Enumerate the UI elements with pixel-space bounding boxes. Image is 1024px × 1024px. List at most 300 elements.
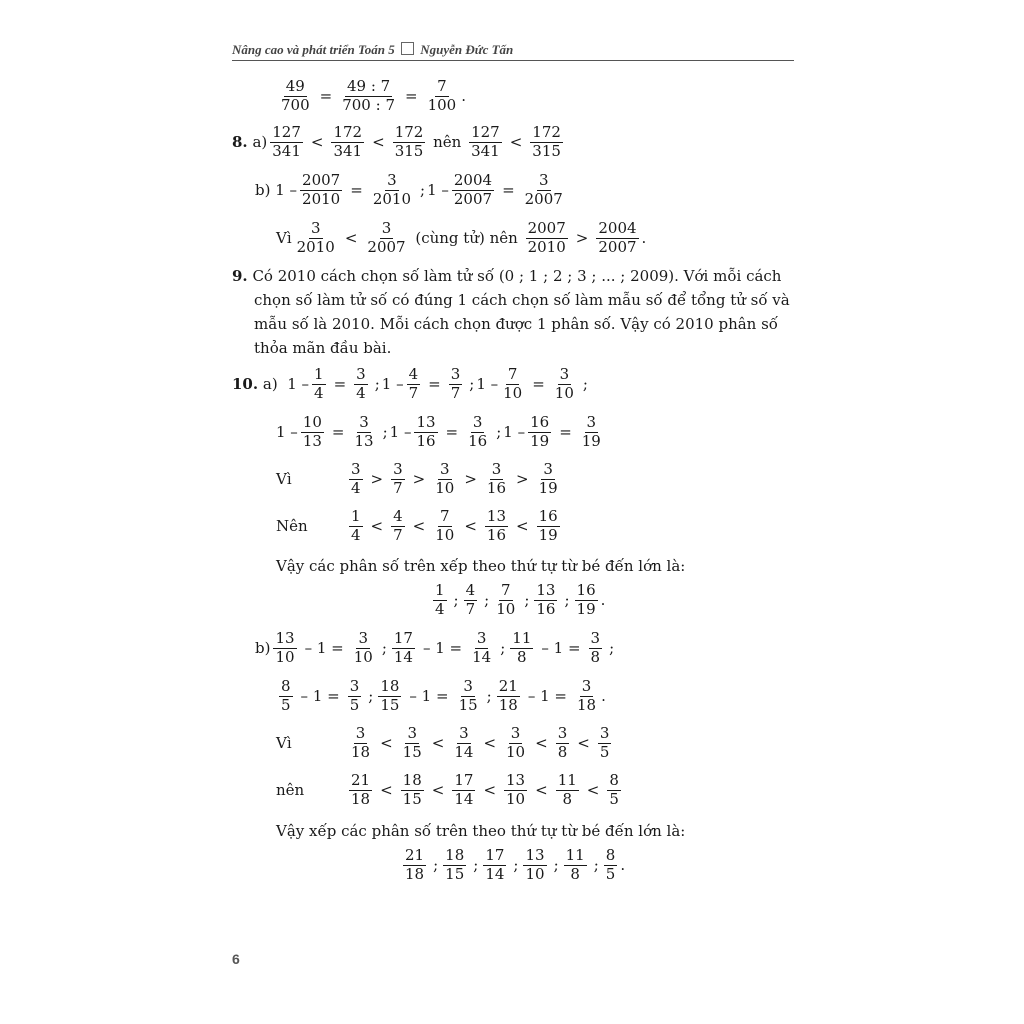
operator: < <box>535 734 548 752</box>
operator: < <box>464 517 477 535</box>
operator: < <box>577 734 590 752</box>
denominator: 16 <box>536 599 556 618</box>
math-line-l1 <box>276 74 466 118</box>
numerator: 11 <box>512 628 532 647</box>
numerator: 4 <box>408 364 419 383</box>
operator: = <box>445 423 459 441</box>
numerator: 3 <box>543 459 553 478</box>
denominator: 19 <box>581 431 601 450</box>
denominator: 100 <box>427 95 457 114</box>
problem-number: 10. <box>232 375 259 393</box>
fraction <box>349 723 372 761</box>
denominator: 341 <box>272 141 301 160</box>
numerator: 49 : 7 <box>346 76 391 95</box>
denominator: 5 <box>281 695 291 714</box>
denominator: 10 <box>353 647 373 666</box>
numerator: 21 <box>498 676 518 695</box>
denominator: 7 <box>393 525 403 544</box>
fraction <box>504 770 527 808</box>
fraction <box>501 364 524 402</box>
numerator: 18 <box>445 845 465 864</box>
numerator: 1 <box>435 580 445 599</box>
math-line-l10 <box>255 626 616 670</box>
inline-text: nên <box>428 133 467 151</box>
inline-text: 1 – <box>503 423 526 441</box>
separator: ; <box>368 687 374 705</box>
inline-text: 1 – <box>427 181 449 199</box>
numerator: 18 <box>402 770 422 789</box>
denominator: 2007 <box>598 237 637 256</box>
denominator: 15 <box>402 789 422 808</box>
denominator: 4 <box>351 478 361 497</box>
fraction <box>589 628 603 666</box>
fraction <box>393 122 426 160</box>
separator: ; <box>486 687 492 705</box>
inline-text: 1 – <box>476 375 499 393</box>
numerator: 3 <box>450 364 461 383</box>
numerator: 17 <box>454 770 474 789</box>
inline-text: . <box>620 856 626 874</box>
operator: > <box>516 470 529 488</box>
separator: ; <box>524 591 530 609</box>
fraction <box>391 459 405 497</box>
numerator: 3 <box>407 723 417 742</box>
numerator: 7 <box>440 506 450 525</box>
operator: < <box>483 734 497 752</box>
denominator: 4 <box>356 383 366 402</box>
fraction <box>331 122 364 160</box>
fraction <box>604 845 618 883</box>
inline-text: b) 1 – <box>255 181 298 199</box>
conclusion-a-text: Vậy các phân số trên xếp theo thứ tự từ bé đến lớn là: <box>276 557 686 575</box>
operator: – 1 = <box>422 639 463 657</box>
denominator: 5 <box>609 789 619 808</box>
fraction <box>469 122 502 160</box>
separator: ; <box>593 856 599 874</box>
separator: ; <box>374 375 380 393</box>
numerator: 3 <box>557 723 568 742</box>
math-line-l6 <box>276 410 606 454</box>
denominator: 2007 <box>524 189 563 208</box>
denominator: 10 <box>554 383 574 402</box>
denominator: 10 <box>506 742 526 761</box>
separator: ; <box>553 856 559 874</box>
problem-9-text <box>232 264 800 360</box>
operator: = <box>404 87 418 105</box>
numerator: 172 <box>394 122 424 141</box>
problem-9-line-4: thỏa mãn đầu bài. <box>254 339 392 357</box>
fraction <box>485 506 508 544</box>
operator: = <box>331 423 345 441</box>
fraction <box>575 580 598 618</box>
separator: ; <box>609 639 615 657</box>
fraction <box>443 845 466 883</box>
fraction <box>426 76 459 114</box>
numerator: 13 <box>506 770 526 789</box>
running-header <box>232 42 794 61</box>
operator: < <box>483 781 497 799</box>
operator: < <box>586 781 600 799</box>
fraction <box>295 218 337 256</box>
fraction <box>607 770 621 808</box>
operator: < <box>509 133 523 151</box>
denominator: 15 <box>380 695 400 714</box>
operator: = <box>559 423 572 441</box>
denominator: 341 <box>333 141 363 160</box>
fraction <box>449 364 463 402</box>
denominator: 16 <box>486 478 507 497</box>
operator: < <box>431 781 445 799</box>
fraction <box>340 76 397 114</box>
numerator: 13 <box>275 628 295 647</box>
fraction <box>349 459 363 497</box>
denominator: 7 <box>393 478 403 497</box>
operator: > <box>412 470 426 488</box>
denominator: 5 <box>605 864 616 883</box>
numerator: 8 <box>605 845 616 864</box>
line-label: nên <box>276 781 305 799</box>
denominator: 14 <box>472 647 492 666</box>
numerator: 13 <box>416 412 436 431</box>
operator: < <box>370 517 384 535</box>
denominator: 14 <box>454 742 474 761</box>
denominator: 315 <box>532 141 561 160</box>
problem-number: 9. <box>232 267 248 285</box>
fraction <box>352 412 375 450</box>
numerator: 3 <box>491 459 502 478</box>
math-line-l4 <box>276 216 646 260</box>
fraction <box>354 364 368 402</box>
denominator: 19 <box>530 431 550 450</box>
fraction <box>494 580 517 618</box>
separator: ; <box>381 639 387 657</box>
fraction <box>433 580 447 618</box>
fraction <box>553 364 576 402</box>
numerator: 7 <box>507 364 518 383</box>
fraction <box>457 676 480 714</box>
fraction <box>466 412 489 450</box>
denominator: 8 <box>570 864 580 883</box>
inline-text: Vì <box>276 229 292 247</box>
fraction <box>556 770 579 808</box>
denominator: 15 <box>402 742 422 761</box>
numerator: 172 <box>333 122 363 141</box>
numerator: 16 <box>530 412 550 431</box>
numerator: 3 <box>393 459 403 478</box>
numerator: 2007 <box>527 218 566 237</box>
fraction <box>530 122 563 160</box>
problem-number: 8. <box>232 133 248 151</box>
numerator: 10 <box>302 412 322 431</box>
separator: ; <box>382 423 388 441</box>
problem-9-line-3: mẫu số là 2010. Mỗi cách chọn được 1 phân số. Vậy có 2010 phân số <box>254 315 778 333</box>
problem-9-line-2: chọn số làm tử số có đúng 1 cách chọn số làm mẫu số để tổng tử số và <box>254 291 790 309</box>
fraction <box>365 218 407 256</box>
separator: ; <box>582 375 588 393</box>
operator: < <box>310 133 324 151</box>
fraction <box>537 459 560 497</box>
operator: = <box>319 87 333 105</box>
denominator: 5 <box>599 742 610 761</box>
numerator: 11 <box>565 845 585 864</box>
denominator: 10 <box>275 647 295 666</box>
numerator: 2004 <box>453 170 493 189</box>
operator: < <box>344 229 358 247</box>
denominator: 4 <box>351 525 361 544</box>
fraction <box>301 412 324 450</box>
fraction <box>403 845 426 883</box>
denominator: 18 <box>351 742 371 761</box>
denominator: 18 <box>405 864 425 883</box>
fraction <box>378 676 401 714</box>
separator: ; <box>500 639 506 657</box>
fraction <box>349 770 372 808</box>
math-line-l12 <box>276 721 614 765</box>
separator: ; <box>420 181 426 199</box>
numerator: 3 <box>476 628 487 647</box>
separator: ; <box>484 591 490 609</box>
numerator: 17 <box>485 845 505 864</box>
denominator: 8 <box>517 647 527 666</box>
inline-text: 1 – <box>276 423 298 441</box>
fraction <box>510 628 533 666</box>
denominator: 14 <box>393 647 413 666</box>
fraction <box>564 845 587 883</box>
separator: ; <box>496 423 502 441</box>
operator: – 1 = <box>304 639 344 657</box>
line-label: Nên <box>276 517 308 535</box>
fraction <box>270 122 303 160</box>
numerator: 8 <box>609 770 619 789</box>
denominator: 13 <box>302 431 322 450</box>
numerator: 1 <box>314 364 324 383</box>
numerator: 3 <box>599 723 610 742</box>
denominator: 2010 <box>527 237 566 256</box>
fraction <box>392 628 415 666</box>
author-name: Nguyễn Đức Tấn <box>420 42 514 57</box>
operator: < <box>372 133 385 151</box>
numerator: 3 <box>359 412 369 431</box>
fraction <box>485 459 508 497</box>
fraction <box>504 723 527 761</box>
denominator: 10 <box>503 383 523 402</box>
denominator: 315 <box>394 141 424 160</box>
denominator: 700 : 7 <box>342 95 395 114</box>
denominator: 2007 <box>367 237 406 256</box>
math-line-l5 <box>232 362 590 406</box>
fraction <box>312 364 326 402</box>
operator: < <box>380 734 393 752</box>
numerator: 3 <box>459 723 469 742</box>
denominator: 16 <box>416 431 436 450</box>
inline-text: . <box>641 229 647 247</box>
operator: < <box>431 734 445 752</box>
operator: = <box>502 181 515 199</box>
fraction <box>348 676 362 714</box>
operator: = <box>532 375 545 393</box>
fraction <box>352 628 375 666</box>
numerator: 13 <box>486 506 507 525</box>
numerator: 3 <box>538 170 549 189</box>
operator: < <box>535 781 548 799</box>
fraction <box>407 364 421 402</box>
operator: > <box>370 470 384 488</box>
inline-text: b) <box>255 639 271 657</box>
fraction <box>526 218 568 256</box>
denominator: 16 <box>468 431 488 450</box>
math-line-l9 <box>430 578 605 622</box>
fraction <box>279 76 312 114</box>
inline-text: 1 – <box>389 423 412 441</box>
numerator: 11 <box>557 770 577 789</box>
numerator: 3 <box>387 170 397 189</box>
numerator: 18 <box>380 676 400 695</box>
fraction <box>598 723 612 761</box>
inline-text: . <box>461 87 466 105</box>
fraction <box>433 506 456 544</box>
inline-text: . <box>600 591 606 609</box>
numerator: 127 <box>471 122 500 141</box>
operator: < <box>516 517 529 535</box>
fraction <box>391 506 405 544</box>
separator: ; <box>469 375 475 393</box>
denominator: 14 <box>485 864 505 883</box>
denominator: 19 <box>538 525 558 544</box>
numerator: 3 <box>463 676 473 695</box>
denominator: 7 <box>408 383 419 402</box>
denominator: 7 <box>450 383 461 402</box>
fraction <box>470 628 493 666</box>
separator: ; <box>473 856 479 874</box>
numerator: 7 <box>500 580 511 599</box>
denominator: 14 <box>454 789 474 808</box>
fraction <box>580 412 603 450</box>
fraction <box>523 170 565 208</box>
operator: – 1 = <box>527 687 567 705</box>
operator: < <box>412 517 426 535</box>
denominator: 5 <box>349 695 360 714</box>
math-line-l13 <box>276 768 624 812</box>
page-number: 6 <box>232 951 240 967</box>
fraction <box>596 218 638 256</box>
numerator: 3 <box>358 628 369 647</box>
math-line-l3 <box>255 168 568 212</box>
denominator: 2010 <box>296 237 335 256</box>
denominator: 18 <box>351 789 371 808</box>
fraction <box>300 170 342 208</box>
numerator: 3 <box>581 676 592 695</box>
math-line-l7 <box>276 457 563 501</box>
math-line-l14 <box>400 843 625 887</box>
fraction <box>414 412 437 450</box>
denominator: 7 <box>465 599 476 618</box>
numerator: 172 <box>532 122 561 141</box>
denominator: 15 <box>458 695 478 714</box>
separator: ; <box>564 591 570 609</box>
operator: = <box>350 181 363 199</box>
fraction <box>523 845 546 883</box>
line-label: Vì <box>276 470 292 488</box>
denominator: 18 <box>498 695 518 714</box>
fraction <box>452 723 475 761</box>
book-title: Nâng cao và phát triển Toán 5 <box>232 42 395 57</box>
conclusion-b-text: Vậy xếp các phân số trên theo thứ tự từ bé đến lớn là: <box>276 822 686 840</box>
numerator: 2007 <box>302 170 341 189</box>
numerator: 3 <box>510 723 521 742</box>
line-label: Vì <box>276 734 292 752</box>
math-line-l11 <box>276 674 606 718</box>
denominator: 10 <box>435 525 455 544</box>
numerator: 127 <box>272 122 301 141</box>
math-line-l8 <box>276 504 563 548</box>
separator: ; <box>433 856 439 874</box>
denominator: 2010 <box>372 189 411 208</box>
denominator: 13 <box>354 431 374 450</box>
operator: = <box>333 375 347 393</box>
fraction <box>537 506 560 544</box>
numerator: 13 <box>536 580 556 599</box>
numerator: 16 <box>538 506 558 525</box>
fraction <box>349 506 363 544</box>
separator: ; <box>453 591 459 609</box>
denominator: 15 <box>445 864 465 883</box>
numerator: 3 <box>590 628 601 647</box>
fraction <box>483 845 506 883</box>
fraction <box>575 676 598 714</box>
book-icon <box>401 42 414 55</box>
fraction <box>371 170 413 208</box>
separator: ; <box>513 856 519 874</box>
numerator: 3 <box>351 459 361 478</box>
operator: > <box>464 470 477 488</box>
fraction <box>556 723 570 761</box>
operator: – 1 = <box>541 639 581 657</box>
numerator: 3 <box>355 723 366 742</box>
fraction <box>401 770 424 808</box>
inline-text: a) 1 – <box>258 375 310 393</box>
fraction <box>452 170 494 208</box>
fraction <box>433 459 456 497</box>
numerator: 16 <box>576 580 596 599</box>
denominator: 18 <box>576 695 597 714</box>
operator: = <box>428 375 441 393</box>
fraction <box>528 412 551 450</box>
numerator: 2004 <box>598 218 637 237</box>
denominator: 8 <box>557 742 568 761</box>
denominator: 8 <box>562 789 572 808</box>
numerator: 3 <box>310 218 321 237</box>
operator: > <box>575 229 589 247</box>
numerator: 4 <box>393 506 403 525</box>
numerator: 13 <box>525 845 545 864</box>
numerator: 49 <box>285 76 305 95</box>
fraction <box>464 580 478 618</box>
inline-text: 1 – <box>381 375 404 393</box>
operator: – 1 = <box>409 687 449 705</box>
numerator: 3 <box>349 676 360 695</box>
denominator: 4 <box>435 599 445 618</box>
denominator: 2007 <box>453 189 493 208</box>
denominator: 19 <box>538 478 558 497</box>
denominator: 2010 <box>302 189 341 208</box>
numerator: 1 <box>351 506 361 525</box>
denominator: 10 <box>435 478 455 497</box>
fraction <box>497 676 520 714</box>
denominator: 4 <box>314 383 324 402</box>
denominator: 700 <box>281 95 310 114</box>
numerator: 3 <box>559 364 570 383</box>
numerator: 3 <box>586 412 597 431</box>
